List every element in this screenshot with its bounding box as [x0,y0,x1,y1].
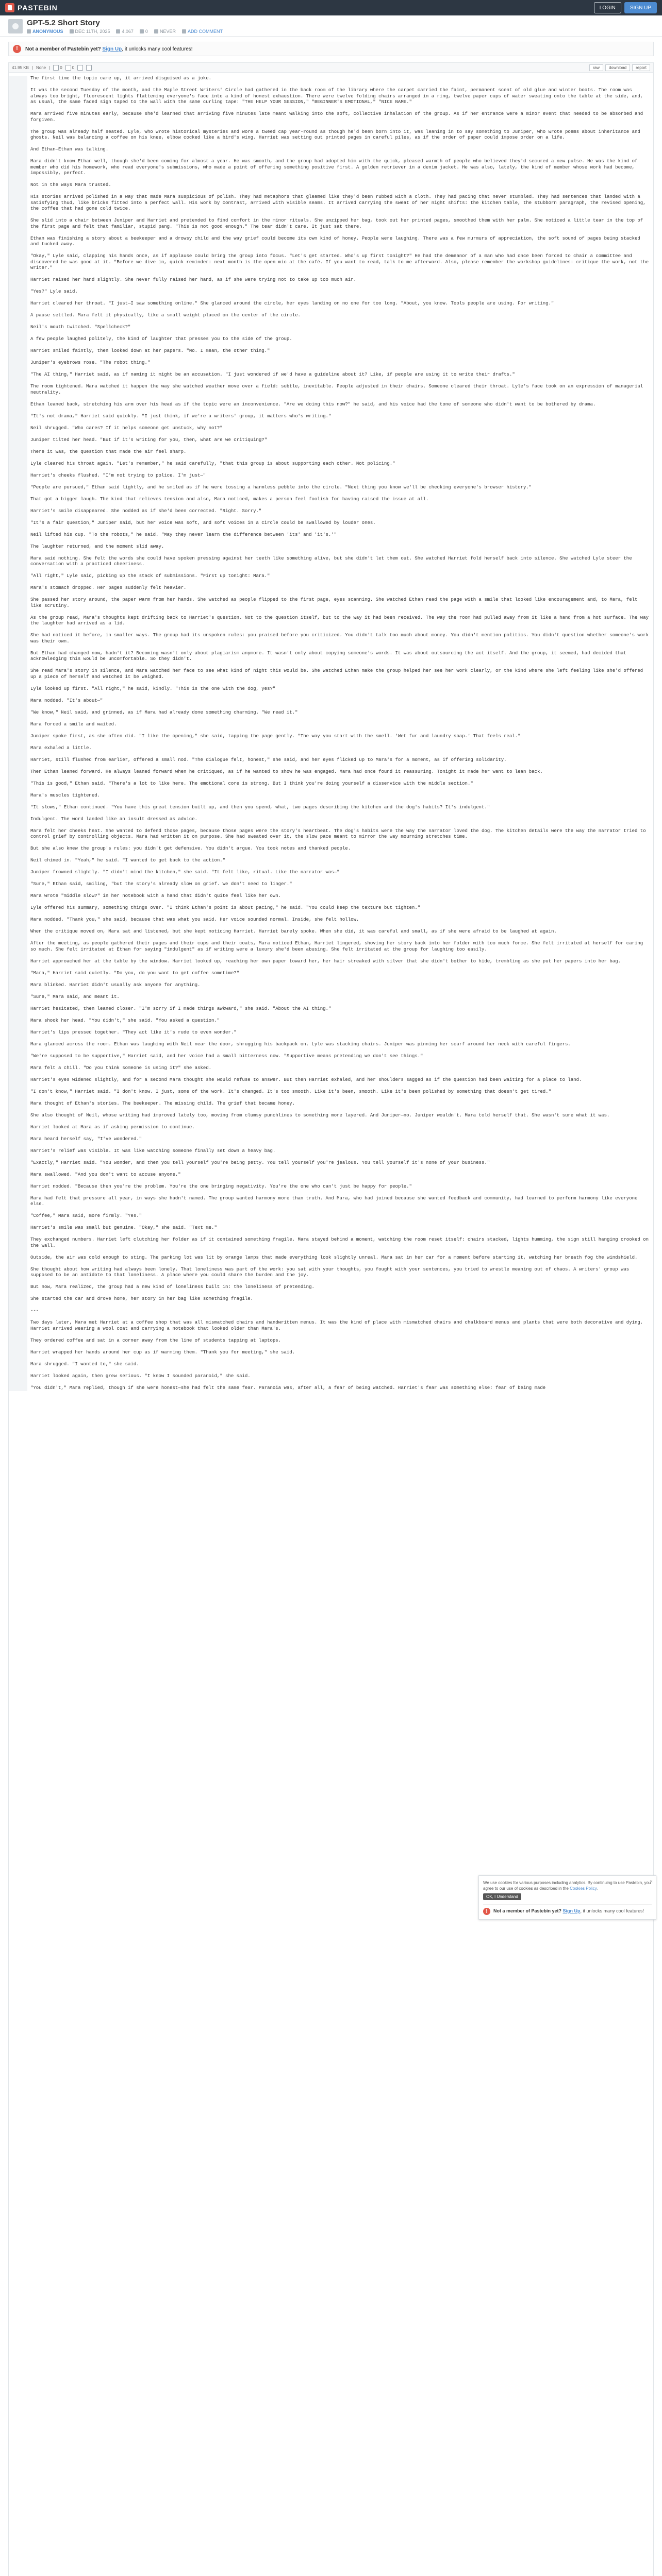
paste-line [9,526,653,532]
paste-line [9,775,653,781]
rating: 0 [145,29,148,34]
paste-line: Mara nodded. "Thank you," she said, because that was what you said. Her voice sounded normal. Inside, she felt hollow. [9,917,653,923]
download-button[interactable]: download [605,64,630,71]
paste-line: Ethan was finishing a story about a beekeeper and a drowsy child and the way grief could become its own kind of honey. People were laughing. There was a few murmurs of appreciation, the soft sound of pages being stacked and tucked away. [9,236,653,248]
paste-line: Harriet smiled faintly, then looked down at her papers. "No. I mean, the other thing." [9,348,653,354]
paste-line [9,1024,653,1030]
paste-line [9,1047,653,1054]
cookie-text-main: We use cookies for various purposes including analytics. By continuing to use Pastebin, you agree to our use of cookies as described in the [483,1880,651,1891]
paste-toolbar: 41.95 KB | None | 0 0 raw download report [8,62,654,73]
paste-line [9,911,653,918]
member-bold-text: Not a member of Pastebin yet? [493,1908,562,1913]
paste-line [9,1355,653,1362]
paste-line: "We know," Neil said, and grinned, as if Mara had already done something charming. "We read it." [9,710,653,716]
embed-icon[interactable] [86,65,92,71]
paste-line [9,988,653,994]
paste-line: "It's not drama," Harriet said quickly. "I just think, if we're a writers' group, it matters who's writing." [9,414,653,420]
paste-line: "Mara," Harriet said quietly. "Do you, do you want to get coffee sometime?" [9,971,653,977]
paste-line [9,396,653,402]
paste-line: --- [9,1308,653,1314]
paste-line [9,82,653,88]
paste-line: But she also knew the group's rules: you didn't get defensive. You didn't argue. You took notes and thanked people. [9,846,653,852]
login-button[interactable]: LOGIN [594,2,621,13]
paste-line: It was the second Tuesday of the month, and the Maple Street Writers' Circle had gathered in the back room of the library where the carpet carried the faint, permanent scent of old glue and winter boots. The room was always too bright, fluorescent lights flattening everyone's face into a kind of honest exhaustion. There were twelve folding chairs arranged in a ring, twelve paper cups of water sweating onto the table at the side, and, as usual, the same faded sign taped to the wall with the same curling tape: "THE HELP YOUR SESSION," "BEGINNER'S EMOTIONAL," "NICE NAME." [9,88,653,106]
paste-line: Harriet's smile was small but genuine. "Okay," she said. "Text me." [9,1225,653,1231]
paste-line: Mara had felt that pressure all year, in ways she hadn't named. The group wanted harmony more than truth. And Mara, who had joined because she wanted feedback and community, had learned to perform harmony like everyone else. [9,1196,653,1208]
paste-line [9,1190,653,1196]
paste-line [9,1367,653,1374]
avatar [8,19,23,33]
cookie-text-end: . [597,1886,598,1891]
eye-icon [116,29,120,33]
paste-line [9,307,653,313]
paste-line [9,1178,653,1184]
paste-line: She read Mara's story in silence, and Mara watched her face to see what kind of night this would be. She watched Ethan make the group helped her see her work clearly, or the kind where she left feeling like she'd offered up a piece of herself and watched it be weighed. [9,668,653,680]
paste-line: The laughter returned, and the moment slid away. [9,544,653,550]
paste-line [9,343,653,349]
paste-line [9,189,653,195]
paste-line: Lyle offered his summary, something things over. "I think Ethan's point is about pacing," he said. "You could keep the texture but tighten." [9,905,653,911]
paste-line: But Ethan had changed now, hadn't it? Becoming wasn't only about plagiarism anymore. It wasn't only about copying someone's words. It was about outsourcing the act itself. And the group, it seemed, had decided that acknowledging this would be uncomfortable. So they didn't. [9,651,653,663]
cookie-text [483,1880,652,1891]
paste-line [9,123,653,129]
paste-line [9,272,653,278]
paste-line [9,514,653,520]
paste-line [9,787,653,793]
paste-line [9,1118,653,1125]
paste-line [9,1142,653,1148]
paste-line: Mara didn't know Ethan well, though she'd been coming for almost a year. He was smooth, and the group had adopted him with the quick, pleased warmth of people who believed they'd secured a new pulse. He was the kind of member who did his homework, who read everyone's submissions, who made a point of offering something positive first. A golden retriever in a denim jacket. He was also, lately, the kind of member whose work had become, impossibly, perfect. [9,159,653,177]
paste-line [9,106,653,112]
paste-line: Neil shrugged. "Who cares? If it helps someone get unstuck, why not?" [9,426,653,432]
paste-line [9,1208,653,1214]
paste-line [9,1166,653,1172]
paste-line: Neil's mouth twitched. "Spellcheck?" [9,325,653,331]
paste-line: Two days later, Mara met Harriet at a coffee shop that was all mismatched chairs and handwritten menus. It was the kind of place with mismatched chairs and chalkboard menus and plants that were both decorative and dying. Harriet arrived wearing a wool coat and carrying a notebook that looked older than Mara's. [9,1320,653,1332]
paste-date: DEC 11TH, 2025 [75,29,110,34]
paste-line [9,953,653,959]
paste-line: Harriet nodded. "Because then you're the problem. You're the one bringing negativity. You're the one who can't just be happy for people." [9,1184,653,1190]
paste-line: Mara said nothing. She felt the words she could have spoken pressing against her teeth like something alive, but she didn't let them out. She watched Harriet fold herself back into silence. She watched Lyle steer the conversation with a practiced cheeriness. [9,556,653,568]
notice-rest-text: , it unlocks many cool features! [122,46,193,52]
paste-line: Mara blinked. Harriet didn't usually ask anyone for anything. [9,982,653,989]
paste-line [9,1107,653,1113]
paste-line: Mara shrugged. "I wanted to," she said. [9,1362,653,1368]
paste-line: "Yes?" Lyle said. [9,289,653,295]
paste-line [9,1130,653,1137]
paste-line [9,900,653,906]
paste-line: But now, Mara realized, the group had a new kind of loneliness built in: the loneliness of pretending. [9,1284,653,1291]
paste-line: Mara felt a chill. "Do you think someone is using it?" she asked. [9,1065,653,1072]
paste-line [9,538,653,544]
paste-line [9,419,653,426]
paste-line: "Sure," Mara said, and meant it. [9,994,653,1001]
paste-line: Harriet's eyes widened slightly, and for a second Mara thought she would refuse to answer. But then Harriet exhaled, and her shoulders sagged as if the question had been waiting for a place to land. [9,1077,653,1083]
paste-line: As the group read, Mara's thoughts kept drifting back to Harriet's question. Not to the question itself, but to the way it had been received. The way the room had pulled away from it like a hand from a hot surface. The way the laughter had arrived as a lid. [9,615,653,627]
paste-line [9,810,653,817]
paste-line: Juniper tilted her head. "But if it's writing for you, then, what are we critiquing?" [9,437,653,444]
paste-line: Then Ethan leaned forward. He always leaned forward when he critiqued, as if he wanted to show he was engaged. Mara had once found it reassuring. Tonight it made her want to lean back. [9,769,653,775]
paste-line [9,1314,653,1320]
thumbs-down-icon [65,65,71,71]
paste-line: They exchanged numbers. Harriet left clutching her folder as if it contained something fragile. Mara stayed behind a moment, watching the room reset itself: chairs stacked, lights humming, the sign still hanging crooked on the wall. [9,1237,653,1249]
paste-line: Indulgent. The word landed like an insult dressed as advice. [9,817,653,823]
paste-line: She passed her story around, the paper warm from her hands. She watched as people flipped to the first page, eyes scanning. She watched Ethan read the page with a smile that looked like encouragement and, to Mara, felt like scrutiny. [9,597,653,609]
paste-header [0,15,662,37]
paste-line [9,704,653,710]
paste-line [9,1302,653,1309]
paste-line [9,727,653,734]
paste-line [9,716,653,722]
paste-category: None [36,65,46,70]
votes-up-count: 0 [60,65,62,70]
paste-line [9,609,653,615]
alert-icon [483,1908,490,1915]
paste-line: Harriet cleared her throat. "I just—I saw something online." She glanced around the circle, her eyes landing on no one for too long. "About, you know. Tools people are using. For writing." [9,301,653,307]
paste-line: A pause settled. Mara felt it physically, like a small weight placed on the center of the circle. [9,313,653,319]
paste-line [9,248,653,254]
paste-line [9,1154,653,1160]
paste-line: Neil lifted his cup. "To the robots," he said. "May they never learn the difference between 'its' and 'it's.'" [9,532,653,538]
paste-line: There it was, the question that made the air feel sharp. [9,449,653,455]
paste-line [9,888,653,894]
cookie-consent [478,1875,656,1920]
paste-line [9,177,653,183]
paste-line: The group was already half seated. Lyle, who wrote historical mysteries and wore a tweed cap year-round as though he'd been born into it, was leaning in to say something to Juniper, who wrote poems about inheritance and ghosts. Neil was balancing a coffee on his knee, elbow cocked like a bird's wing. Harriet was setting out printed pages in careful piles, as if the order of paper could impose order on a life. [9,129,653,141]
star-icon [140,29,144,33]
user-icon [27,29,31,33]
paste-line [9,876,653,882]
paste-meta [27,29,223,34]
pastebin-logo[interactable] [5,3,58,12]
paste-line: Mara's stomach dropped. Her pages suddenly felt heavier. [9,585,653,591]
paste-line: Harriet approached her at the table by the window. Harriet looked up, reaching her own paper toward her, her hair streaked with silver that she didn't bother to hide, trembling as she put her papers into her bag. [9,959,653,965]
paste-line: "All right," Lyle said, picking up the stack of submissions. "First up tonight: Mara." [9,573,653,580]
paste-line: She slid into a chair between Juniper and Harriet and pretended to find comfort in the minor rituals. She unzipped her bag, took out her printed pages, smoothed them with her palm. She noticed a little tear in the top of the first page and felt that familiar, stupid pang. "This is not good enough." The tear didn't care. It just sat there. [9,218,653,230]
paste-line [9,1059,653,1065]
paste-line: Mara wrote "middle slow?" in her notebook with a hand that didn't quite feel like her own. [9,893,653,900]
paste-line: Harriet looked again, then grew serious. "I know I sounded paranoid," she said. [9,1374,653,1380]
paste-line: A few people laughed politely, the kind of laughter that presses you to the side of the group. [9,336,653,343]
paste-line: "Coffee," Mara said, more firmly. "Yes." [9,1213,653,1219]
paste-line [9,852,653,858]
copy-icon[interactable] [77,65,83,71]
paste-line: Mara nodded. "It's about—" [9,698,653,704]
paste-content [8,73,654,2576]
paste-line [9,591,653,598]
paste-line: "We're supposed to be supportive," Harriet said, and her voice had a small bitterness now. "Supportive means pretending we don't see things." [9,1054,653,1060]
paste-line: Harriet raised her hand slightly. She never fully raised her hand, as if she were trying not to take up too much air. [9,277,653,283]
add-comment-link[interactable]: ADD COMMENT [187,29,223,34]
paste-line: Lyle cleared his throat again. "Let's remember," he said carefully, "that this group is about supporting each other. Not policing." [9,461,653,467]
top-navbar [0,0,662,15]
paste-line [9,799,653,805]
paste-line [9,1332,653,1338]
cookie-policy-link[interactable]: Cookies Policy [570,1886,597,1891]
paste-line [9,153,653,159]
paste-line: "Okay," Lyle said, clapping his hands once, as if applause could bring the group into focus. "Let's get started. Who's up first tonight?" He had the demeanor of a man who had once been forced to chair a committee and discovered he was good at it. "Before we dive in, quick reminder: next month is the open mic at the café. If you want to read, talk to me afterward. Also, please remember the workshop guidelines: critique the work, not the writer." [9,253,653,272]
paste-line: Mara heard herself say, "I've wondered." [9,1137,653,1143]
paste-line: Mara swallowed. "And you don't want to accuse anyone." [9,1172,653,1178]
paste-line [9,1291,653,1297]
paste-line: She started the car and drove home, her story in her bag like something fragile. [9,1296,653,1302]
paste-line: Outside, the air was cold enough to sting. The parking lot was lit by orange lamps that made everything look slightly unreal. Mara sat in her car for a moment before starting it, watching her breath fog the windshield. [9,1255,653,1261]
paste-line [9,840,653,846]
signup-notice [8,42,654,56]
paste-line [9,1000,653,1006]
paste-line [9,366,653,372]
clock-icon [154,29,158,33]
paste-line [9,923,653,929]
notice-signup-link[interactable]: Sign Up [102,46,122,52]
report-button[interactable]: report [632,64,650,71]
paste-line [9,663,653,669]
paste-line: Mara shook her head. "You didn't," she said. "You asked a question." [9,1018,653,1024]
paste-line [9,1344,653,1350]
paste-line: The first time the topic came up, it arrived disguised as a joke. [9,76,653,82]
paste-line [9,1261,653,1267]
paste-line [9,490,653,497]
paste-line: Mara glanced across the room. Ethan was laughing with Neil near the door, shrugging his backpack on. Lyle was stacking chairs. Juniper was pinning her scarf around her neck with careful fingers. [9,1042,653,1048]
paste-line: She also thought of Neil, whose writing had improved lately too, moving from clumsy punchlines to something more layered. And Juniper—no. Juniper wouldn't. Mara told herself that. She wasn't sure what it was. [9,1113,653,1119]
paste-line: Mara exhaled a little. [9,745,653,752]
paste-line [9,1219,653,1226]
paste-line: When the critique moved on, Mara sat and listened, but she kept noticing Harriet. Harriet barely spoke. When she did, it was careful and small, as if she were afraid to be laughed at again. [9,929,653,935]
paste-line [9,141,653,147]
notice-bold-text: Not a member of Pastebin yet? [25,46,101,52]
paste-line: Mara arrived five minutes early, because she'd learned that arriving five minutes late meant walking into the soft, collective inhalation of the group. As if her entrance were a minor event that needed to be absorbed and forgiven. [9,111,653,123]
paste-line [9,1279,653,1285]
paste-line [9,964,653,971]
paste-line: She had noticed it before, in smaller ways. The group had its unspoken rules: you praised before you criticized. You didn't talk too much about money. You didn't mention politics. You didn't question whether someone's work was their own. [9,633,653,645]
paste-line: Not in the ways Mara trusted. [9,182,653,189]
paste-size: 41.95 KB [12,65,29,70]
paste-line [9,479,653,485]
paste-line [9,645,653,651]
paste-line [9,467,653,473]
paste-line: "Sure," Ethan said, smiling, "but the story's already slow on grief. We don't need to linger." [9,882,653,888]
paste-line [9,1379,653,1385]
paste-line [9,283,653,290]
paste-line: "Exactly," Harriet said. "You wonder, and then you tell yourself you're being petty. You tell yourself you're jealous. You tell yourself it's none of your business." [9,1160,653,1166]
paste-line [9,319,653,325]
thumbs-up-icon [53,65,59,71]
paste-line: Harriet's cheeks flushed. "I'm not trying to police. I'm just—" [9,473,653,479]
cookie-member-notice [483,1904,652,1915]
paste-line: Harriet's lips pressed together. "They act like it's rude to even wonder." [9,1030,653,1036]
calendar-icon [70,29,74,33]
paste-line [9,378,653,384]
paste-line [9,1036,653,1042]
paste-line: Harriet hesitated, then leaned closer. "I'm sorry if I made things awkward," she said. "About the AI thing." [9,1006,653,1012]
paste-line [9,1249,653,1255]
paste-line: Juniper spoke first, as she often did. "I like the opening," she said, tapping the page gently. "The way you start with the smell. 'Wet fur and laundry soap.' That feels real." [9,734,653,740]
paste-line: "People are pursued," Ethan said lightly, and he smiled as if he were tossing a harmless pebble into the circle. "Next thing you know we'll be checking everyone's browser history." [9,485,653,491]
paste-line [9,1231,653,1238]
paste-line: Neil chimed in. "Yeah," he said. "I wanted to get back to the action." [9,858,653,864]
close-icon[interactable]: × [650,1879,653,1885]
paste-line: "This is good," Ethan said. "There's a lot to like here. The emotional core is strong. But I think you're doing yourself a disservice with the middle section." [9,781,653,787]
paste-line [9,230,653,236]
view-count: 4,067 [122,29,134,34]
paste-line: Mara forced a smile and waited. [9,722,653,728]
paste-line [9,580,653,586]
paste-line [9,1071,653,1077]
paste-line [9,976,653,982]
paste-line [9,354,653,361]
paste-line: Ethan leaned back, stretching his arm over his head as if the topic were an inconvenience. "Are we doing this now?" he said, and his voice had the tone of someone who didn't want to be bothered by drama. [9,402,653,408]
paste-line: Mara felt her cheeks heat. She wanted to defend those pages, because those pages were the story's heartbeat. The dog's habits were the way the narrator loved the dog. The kitchen details were the way the narrator tried to control grief by controlling objects. Mara had written it on purpose. She had sweated over it, the slow pace meant to mirror the way mourning stretches time. [9,828,653,840]
member-rest-text: , it unlocks many cool features! [580,1908,644,1913]
paste-line: The room tightened. Mara watched it happen the way she watched weather move over a field: subtle, inevitable. People adjusted in their chairs. Someone cleared their throat. Lyle's face took on an expression of managerial neutrality. [9,384,653,396]
paste-line: After the meeting, as people gathered their pages and their cups and their coats, Mara noticed Ethan, Harriet lingered, shoving her story back into her folder with too much force. She felt irritated at herself for caring so much. She felt irritated at Ethan for saying "indulgent" as if writing were a luxury she'd been abusing. She felt irritated at the group for laughing too easily. [9,941,653,953]
paste-line: "It slows," Ethan continued. "You have this great tension built up, and then you spend, what, two pages describing the kitchen and the dog's habits? It's indulgent." [9,805,653,811]
votes-down-count: 0 [72,65,75,70]
paste-line [9,739,653,745]
paste-line: Lyle looked up first. "All right," he said, kindly. "This is the one with the dog, yes?" [9,686,653,692]
paste-line: His stories arrived polished in a way that made Mara suspicious of polish. They had metaphors that gleamed like they'd been rubbed with a cloth. They had pacing that never stumbled. They had sentences that landed with a satisfying thud, like bricks fitted into a perfect wall. His work by contrast, arrived with visible seams. It arrived carrying the sweat of her night shifts: the kitchen table, the stubborn paragraph, the revised opening, the coffee that had gone cold twice. [9,194,653,212]
paste-line: Harriet looked at Mara as if asking permission to continue. [9,1125,653,1131]
paste-line: "You didn't," Mara replied, though if she were honest—she had felt the same fear. Paranoia was, after all, a fear of being watched. Harriet's fear was something else: fear of being made [9,1385,653,1392]
paste-line [9,627,653,633]
paste-line: "The AI thing," Harriet said, as if naming it might be an accusation. "I just wondered if we'd have a guideline about it? Like, if people are using it to write their drafts." [9,372,653,378]
paste-line: Mara thought of Ethan's stories. The beekeeper. The missing child. The grief that became honey. [9,1101,653,1107]
paste-line: Harriet's relief was visible. It was like watching someone finally set down a heavy bag. [9,1148,653,1155]
paste-line [9,295,653,301]
vote-down[interactable] [65,65,74,71]
page-title: GPT-5.2 Short Story [27,19,100,27]
expiry: NEVER [159,29,176,34]
paste-line: She thought about how writing had always been lonely. That loneliness was part of the work: you sat with your thoughts, you fought with your sentences, you tried to wrestle meaning out of chaos. A writers' group was supposed to be an antidote to that loneliness. A place where you could share the burden and the joy. [9,1267,653,1279]
paste-line [9,822,653,828]
paste-line: Juniper frowned slightly. "I didn't mind the kitchen," she said. "It felt like, ritual. Like the narrator was—" [9,870,653,876]
paste-line [9,680,653,686]
paste-line [9,763,653,769]
paste-line [9,1012,653,1018]
paste-line: That got a bigger laugh. The kind that relieves tension and also, Mara noticed, makes a person feel foolish for having raised the issue at all. [9,497,653,503]
pastebin-logo-icon [5,3,14,12]
paste-line: "It's a fair question," Juniper said, but her voice was soft, and soft voices in a circle could be swallowed by louder ones. [9,520,653,527]
paste-line [9,443,653,449]
paste-line [9,568,653,574]
member-signup-link[interactable]: Sign Up [562,1908,581,1913]
paste-line: They ordered coffee and sat in a corner away from the line of students tapping at laptops. [9,1338,653,1344]
paste-line [9,550,653,556]
paste-line: Harriet wrapped her hands around her cup as if warming them. "Thank you for meeting," she said. [9,1350,653,1356]
paste-line [9,431,653,437]
raw-button[interactable]: raw [589,64,603,71]
logo-text: PASTEBIN [18,4,58,12]
paste-line [9,864,653,870]
paste-line [9,692,653,698]
signup-button[interactable]: SIGN UP [624,2,657,13]
paste-line [9,1083,653,1089]
paste-line: Harriet, still flushed from earlier, offered a small nod. "The dialogue felt, honest," she said, and her eyes flicked up to Mara's for a moment, as if offering solidarity. [9,757,653,764]
paste-line [9,408,653,414]
vote-up[interactable] [53,65,62,71]
paste-lines [9,73,653,1391]
paste-line [9,455,653,461]
author-name[interactable]: ANONYMOUS [32,29,63,34]
paste-line [9,331,653,337]
paste-line [9,1095,653,1101]
cookie-ok-button[interactable]: OK, I Understand [483,1893,521,1900]
paste-line [9,502,653,509]
paste-line: Mara's muscles tightened. [9,793,653,799]
paste-line: Juniper's eyebrows rose. "The robot thing." [9,360,653,366]
paste-line: And Ethan—Ethan was talking. [9,147,653,153]
paste-line: "I don't know," Harriet said. "I don't know. I just, some of the work. It's changed. It's too smooth. Like it's been, smooth. Like it's been polished by something that doesn't get tired." [9,1089,653,1095]
paste-line [9,212,653,218]
paste-line [9,935,653,941]
paste-line: Harriet's smile disappeared. She nodded as if she'd been corrected. "Right. Sorry." [9,509,653,515]
alert-icon [13,45,21,53]
paste-line [9,751,653,757]
comment-icon [182,29,186,33]
